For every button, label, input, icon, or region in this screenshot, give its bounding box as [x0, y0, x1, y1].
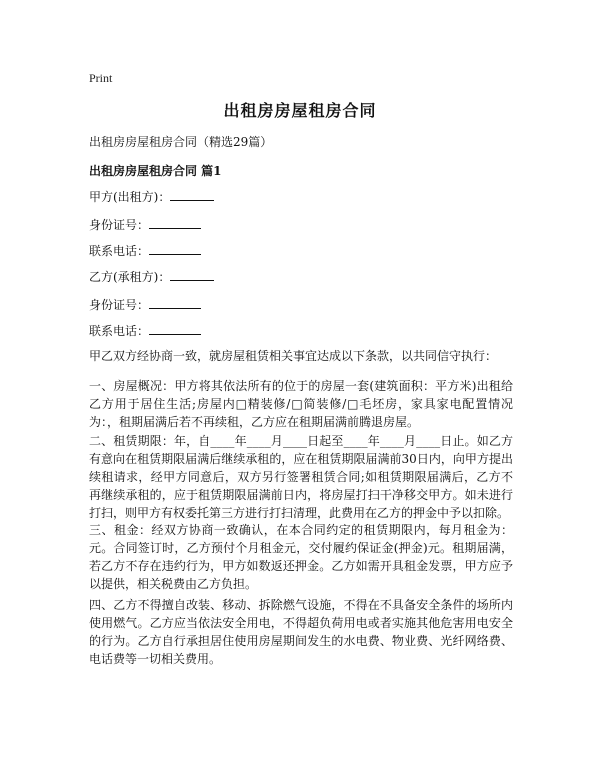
fill-blank: [149, 242, 201, 255]
document-subtitle: 出租房房屋租房合同（精选29篇）: [89, 135, 273, 149]
clause-paragraph: 一、房屋概况：甲方将其依法所有的位于的房屋一套(建筑面积：平方米)出租给乙方用于居住生活;房屋内□精装修/□简装修/□毛坯房，家具家电配置情况为：，租期届满后若不再续租，乙方应在租期届满前腾退房屋。: [89, 379, 513, 429]
fill-blank: [149, 322, 201, 335]
document-title: 出租房房屋租房合同: [223, 101, 377, 120]
section-heading: 出租房房屋租房合同 篇1: [89, 164, 222, 178]
field-lessee-id: [89, 296, 201, 313]
fill-blank: [170, 188, 214, 201]
field-lessor-name: [89, 188, 214, 205]
field-label: 联系电话：: [89, 244, 150, 258]
field-lessor-phone: [89, 242, 201, 259]
field-lessor-id: [89, 216, 201, 233]
clause-paragraph: 二、租赁期限：年，自____年____月____日起至____年____月____日止。如乙方有意向在租赁期限届满后继续承租的，应在租赁期限届满前30日内，向甲方提出续租请求，经甲方同意后，双方另行签署租赁合同;如租赁期限届满后，乙方不再继续承租的，应于租赁期限届满前日内，将房屋打扫干净移交甲方。如未进行打扫，则甲方有权委托第三方进行打扫清理，此费用在乙方的押金中予以扣除。: [89, 434, 513, 520]
field-lessee-name: [89, 268, 214, 285]
intro-paragraph: 甲乙双方经协商一致，就房屋租赁相关事宜达成以下条款，以共同信守执行：: [89, 349, 498, 363]
print-link[interactable]: Print: [89, 71, 113, 85]
fill-blank: [170, 268, 214, 281]
fill-blank: [149, 216, 201, 229]
clause-paragraph: 三、租金：经双方协商一致确认，在本合同约定的租赁期限内，每月租金为：元。合同签订时，乙方预付个月租金元，交付履约保证金(押金)元。租期届满，若乙方不存在违约行为，甲方如数返还押金。乙方如需开具租金发票，甲方应予以提供，相关税费由乙方负担。: [89, 523, 513, 591]
field-label: 身份证号：: [89, 298, 150, 312]
field-label: 身份证号：: [89, 218, 150, 232]
field-label: 甲方(出租方)：: [89, 190, 171, 204]
field-label: 乙方(承租方)：: [89, 270, 171, 284]
clause-paragraph: 四、乙方不得擅自改装、移动、拆除燃气设施，不得在不具备安全条件的场所内使用燃气。乙方应当依法安全用电，不得超负荷用电或者实施其他危害用电安全的行为。乙方自行承担居住使用房屋期间发生的水电费、物业费、光纤网络费、电话费等一切相关费用。: [89, 598, 513, 666]
field-lessee-phone: [89, 322, 201, 339]
fill-blank: [149, 296, 201, 309]
field-label: 联系电话：: [89, 324, 150, 338]
